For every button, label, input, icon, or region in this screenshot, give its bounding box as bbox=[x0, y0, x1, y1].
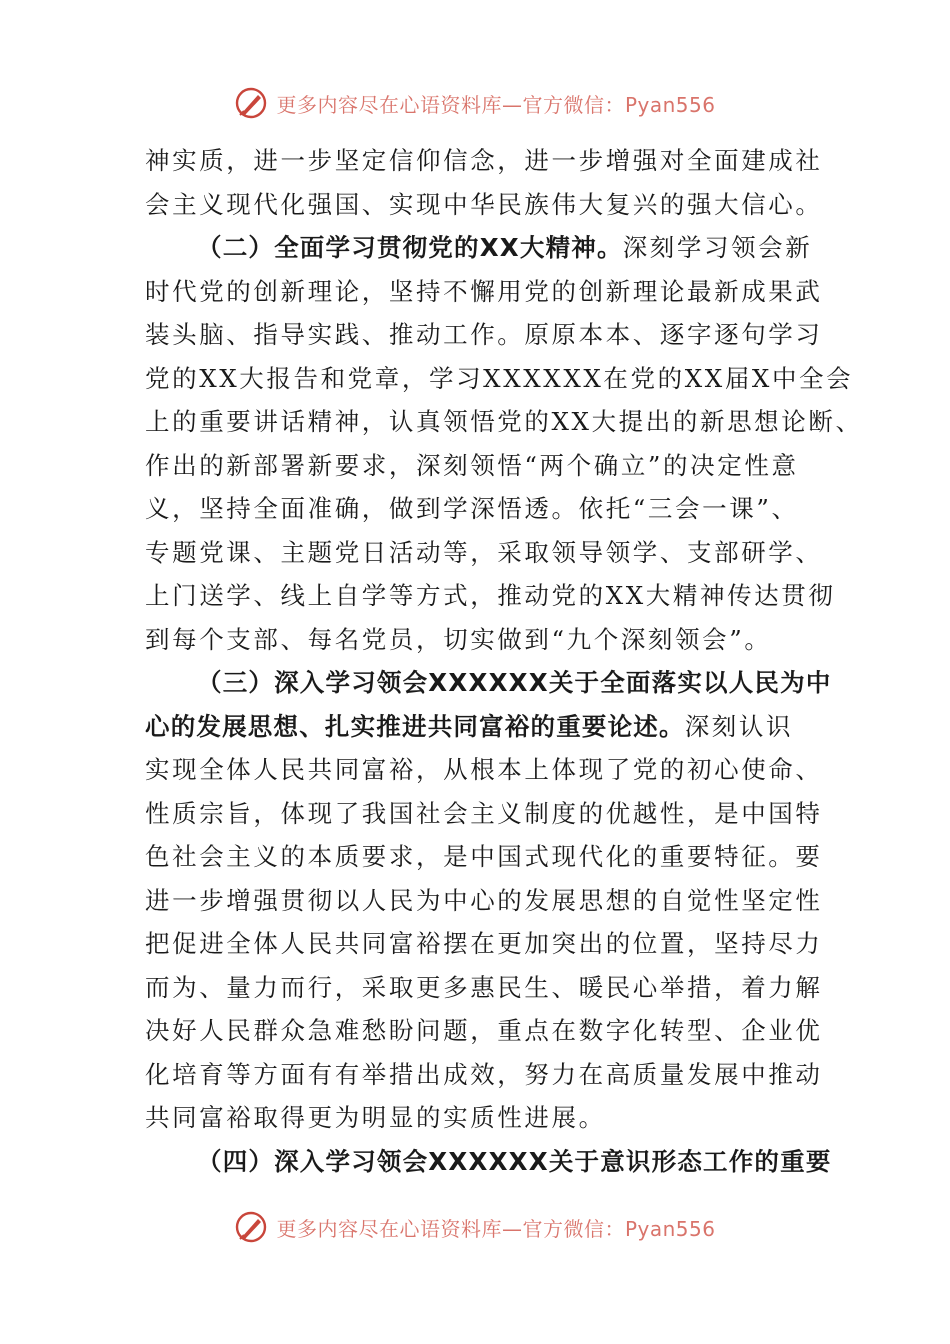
section-heading-line bbox=[145, 1140, 832, 1184]
text-line: 而为、量力而行，采取更多惠民生、暖民心举措，着力解 bbox=[145, 972, 823, 1002]
text-line: 上门送学、线上自学等方式，推动党的XX大精神传达贯彻 bbox=[145, 581, 836, 610]
text-line: 上的重要讲话精神，认真领悟党的XX大提出的新思想论断、 bbox=[145, 407, 863, 436]
text-line: 神实质，进一步坚定信仰信念，进一步增强对全面建成社 bbox=[145, 146, 823, 175]
text-line: 把促进全体人民共同富裕摆在更加突出的位置，坚持尽力 bbox=[145, 929, 823, 958]
text-line: 色社会主义的本质要求，是中国式现代化的重要特征。要 bbox=[145, 842, 823, 871]
text-line: 决好人民群众急难愁盼问题，重点在数字化转型、企业优 bbox=[145, 1016, 823, 1045]
text-line: 进一步增强贯彻以人民为中心的发展思想的自觉性坚定性 bbox=[145, 885, 823, 915]
text-line: 实现全体人民共同富裕，从根本上体现了党的初心使命、 bbox=[145, 755, 823, 784]
paragraph bbox=[145, 1140, 832, 1184]
quill-logo-icon bbox=[234, 1210, 268, 1244]
text-line: 作出的新部署新要求，深刻领悟“两个确立”的决定性意 bbox=[145, 450, 799, 480]
document-body bbox=[145, 139, 863, 1183]
text-line: 装头脑、指导实践、推动工作。原原本本、逐字逐句学习 bbox=[145, 320, 823, 349]
text-line: 义，坚持全面准确，做到学深悟透。依托“三会一课”、 bbox=[145, 494, 799, 523]
section-heading: （三）深入学习领会XXXXXX关于全面落实以人民为中 bbox=[197, 668, 832, 697]
header-watermark bbox=[0, 86, 950, 120]
paragraph bbox=[145, 226, 863, 661]
watermark-text: 更多内容尽在心语资料库—官方微信：Pyan556 bbox=[276, 92, 716, 117]
section-heading-line: 心的发展思想、扎实推进共同富裕的重要论述。深刻认识 bbox=[145, 711, 794, 741]
text-line: 化培育等方面有有举措出成效，努力在高质量发展中推动 bbox=[145, 1059, 823, 1089]
section-heading: （四）深入学习领会XXXXXX关于意识形态工作的重要 bbox=[197, 1146, 832, 1176]
quill-logo-icon bbox=[234, 86, 268, 120]
watermark-text: 更多内容尽在心语资料库—官方微信：Pyan556 bbox=[276, 1216, 716, 1241]
text-line: 党的XX大报告和党章，学习XXXXXX在党的XX届X中全会 bbox=[145, 363, 854, 393]
text-line: 共同富裕取得更为明显的实质性进展。 bbox=[145, 1103, 606, 1132]
section-heading-line bbox=[145, 661, 832, 705]
section-heading: 心的发展思想、扎实推进共同富裕的重要论述。 bbox=[145, 711, 685, 741]
section-heading-line: （二）全面学习贯彻党的XX大精神。深刻学习领会新 bbox=[197, 233, 813, 262]
text-line: 会主义现代化强国、实现中华民族伟大复兴的强大信心。 bbox=[145, 189, 823, 219]
text-line: 专题党课、主题党日活动等，采取领导领学、支部研学、 bbox=[145, 537, 823, 567]
text-line: 时代党的创新理论，坚持不懈用党的创新理论最新成果武 bbox=[145, 276, 823, 306]
text-line: 到每个支部、每名党员，切实做到“九个深刻领会”。 bbox=[145, 624, 772, 654]
footer-watermark bbox=[0, 1210, 950, 1244]
text-line: 性质宗旨，体现了我国社会主义制度的优越性，是中国特 bbox=[145, 798, 823, 828]
paragraph bbox=[145, 139, 823, 226]
paragraph bbox=[145, 661, 832, 1140]
section-heading: （二）全面学习贯彻党的XX大精神。 bbox=[197, 233, 623, 262]
